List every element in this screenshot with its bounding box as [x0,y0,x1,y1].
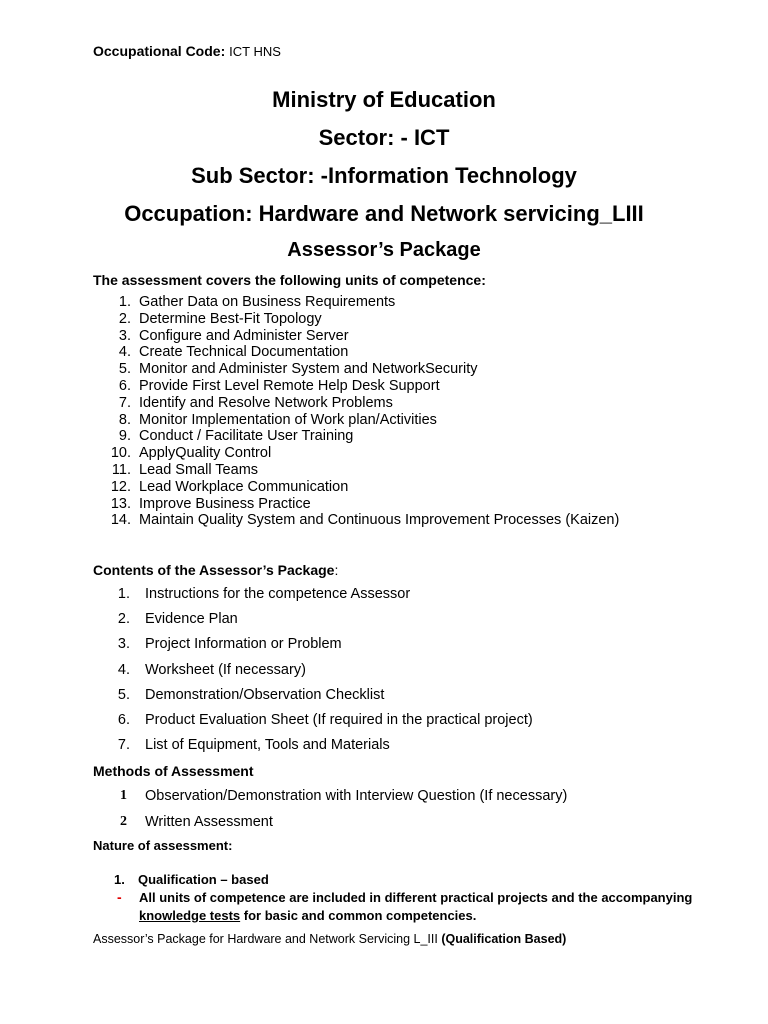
occupational-code-line [93,43,281,59]
unit-item-number: 6. [118,377,131,394]
units-heading: The assessment covers the following units of competence: [93,272,486,288]
unit-item-number: 3. [118,327,131,344]
unit-item-text: Provide First Level Remote Help Desk Support [139,377,440,394]
methods-heading: Methods of Assessment [93,763,254,779]
unit-item-number: 5. [118,361,131,378]
unit-item [100,462,720,479]
package-title: Assessor’s Package [287,239,481,261]
unit-item-number: 4. [118,344,131,361]
contents-item-number: 5. [117,686,130,703]
nature-bullet-text [139,889,699,925]
contents-heading-colon: : [334,562,339,578]
occupational-code-label: Occupational Code: [93,43,226,59]
sub-sector-title: Sub Sector: -Information Technology [191,163,577,188]
unit-item-number: 8. [118,411,131,428]
unit-item [100,445,720,462]
bullet-dash: - [117,889,122,905]
unit-item-number: 9. [118,428,131,445]
unit-item-text: Conduct / Facilitate User Training [139,428,354,445]
unit-item-number: 11. [111,461,131,478]
contents-item-text: Evidence Plan [145,611,238,628]
contents-item [100,735,720,760]
method-item [100,812,720,838]
unit-item [100,361,720,378]
contents-item-number: 7. [117,737,130,754]
contents-item-text: Instructions for the competence Assessor [145,586,411,602]
method-item-text: Written Assessment [145,813,273,830]
contents-item-number: 6. [117,711,130,728]
contents-heading-text: Contents of the Assessor’s Package [93,562,335,578]
contents-item-text: Worksheet (If necessary) [145,661,306,678]
unit-item-text: Identify and Resolve Network Problems [139,394,393,411]
contents-item-text: List of Equipment, Tools and Materials [145,737,390,754]
unit-item-number: 14. [110,512,131,529]
unit-item-text: Lead Small Teams [139,461,259,478]
unit-item-text: Configure and Administer Server [139,327,349,344]
unit-item-number: 7. [118,394,131,411]
unit-item-text: Gather Data on Business Requirements [139,294,396,310]
unit-item [100,496,720,513]
contents-item [100,685,720,710]
units-list [100,294,720,529]
sector-title: Sector: - ICT [318,125,450,150]
method-item [100,786,720,812]
knowledge-tests-underlined: knowledge tests [139,908,241,923]
unit-item [100,311,720,328]
contents-item [100,660,720,685]
contents-item [100,609,720,634]
contents-item-number: 4. [117,661,130,678]
methods-list [100,786,720,837]
unit-item-number: 10. [110,445,131,462]
unit-item-text: Improve Business Practice [139,495,311,512]
nature-heading: Nature of assessment: [93,838,233,853]
qualification-number: 1. [114,872,125,887]
unit-item [100,412,720,429]
unit-item [100,328,720,345]
unit-item-text: Monitor Implementation of Work plan/Activities [139,411,437,428]
unit-item-text: Lead Workplace Communication [139,478,349,495]
ministry-title: Ministry of Education [272,87,496,112]
contents-item-text: Product Evaluation Sheet (If required in the practical project) [145,711,533,728]
unit-item-number: 13. [110,495,131,512]
unit-item [100,378,720,395]
unit-item [100,294,720,311]
contents-item [100,710,720,735]
contents-item-text: Project Information or Problem [145,636,342,653]
occupation-title: Occupation: Hardware and Network servicing_LIII [124,201,644,226]
occupational-code-value: ICT HNS [229,44,281,59]
unit-item-text: Maintain Quality System and Continuous Improvement Processes (Kaizen) [139,512,620,529]
unit-item [100,395,720,412]
bullet-text-after: for basic and common competencies. [240,908,477,923]
contents-heading [93,562,338,578]
unit-item-number: 1. [118,294,131,310]
contents-item-text: Demonstration/Observation Checklist [145,686,385,703]
unit-item-text: Create Technical Documentation [139,344,349,361]
unit-item [100,344,720,361]
bullet-text-before: All units of competence are included in different practical projects and the accompanying [139,890,693,905]
contents-list [100,584,720,760]
page-footer [93,932,566,946]
contents-item [100,634,720,659]
method-item-number: 1 [120,788,127,803]
unit-item [100,428,720,445]
unit-item [100,479,720,496]
contents-item [100,584,720,609]
unit-item-text: Determine Best-Fit Topology [139,310,322,327]
footer-bold-text: (Qualification Based) [441,932,567,946]
unit-item-text: Monitor and Administer System and NetworkSecurity [139,361,478,378]
footer-text: Assessor’s Package for Hardware and Network Servicing L_III [93,932,442,946]
unit-item [100,512,720,529]
unit-item-number: 12. [110,478,131,495]
qualification-item [114,872,269,887]
contents-item-number: 3. [117,636,130,653]
unit-item-number: 2. [118,310,131,327]
method-item-number: 2 [120,813,127,829]
method-item-text: Observation/Demonstration with Interview Question (If necessary) [145,788,568,804]
contents-item-number: 1. [117,586,130,602]
qualification-label: Qualification – based [138,872,269,887]
contents-item-number: 2. [117,611,130,628]
unit-item-text: ApplyQuality Control [139,445,272,462]
